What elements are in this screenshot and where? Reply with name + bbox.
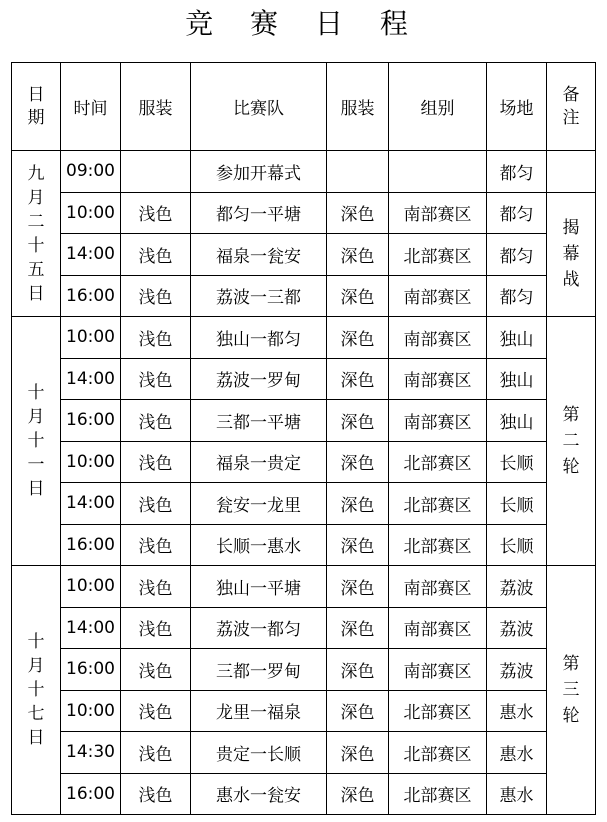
- venue-cell: 惠水: [487, 690, 547, 732]
- time-cell: 10:00: [61, 192, 121, 234]
- group-cell: 南部赛区: [389, 566, 487, 608]
- venue-cell: 独山: [487, 317, 547, 359]
- group-cell: 南部赛区: [389, 275, 487, 317]
- group-cell: 南部赛区: [389, 317, 487, 359]
- group-cell: 南部赛区: [389, 192, 487, 234]
- group-cell: 北部赛区: [389, 524, 487, 566]
- match-cell: 福泉一瓮安: [191, 234, 327, 276]
- table-row: [12, 649, 596, 691]
- match-cell: 三都一平塘: [191, 400, 327, 442]
- table-row: [12, 607, 596, 649]
- schedule-body: [12, 151, 596, 815]
- time-cell: 14:00: [61, 483, 121, 525]
- uniform-home-cell: 浅色: [121, 192, 191, 234]
- match-cell: 惠水一瓮安: [191, 773, 327, 815]
- match-cell: 贵定一长顺: [191, 732, 327, 774]
- time-cell: 16:00: [61, 773, 121, 815]
- time-cell: 16:00: [61, 524, 121, 566]
- table-row: [12, 524, 596, 566]
- match-cell: 参加开幕式: [191, 151, 327, 193]
- time-cell: 14:00: [61, 607, 121, 649]
- venue-cell: 都匀: [487, 192, 547, 234]
- venue-cell: 都匀: [487, 234, 547, 276]
- group-cell: 南部赛区: [389, 358, 487, 400]
- uniform-away-cell: 深色: [327, 690, 389, 732]
- time-cell: 16:00: [61, 275, 121, 317]
- table-row: [12, 234, 596, 276]
- group-cell: 北部赛区: [389, 234, 487, 276]
- time-cell: 10:00: [61, 317, 121, 359]
- uniform-home-cell: 浅色: [121, 275, 191, 317]
- group-cell: 南部赛区: [389, 400, 487, 442]
- venue-cell: 独山: [487, 358, 547, 400]
- match-cell: 荔波一都匀: [191, 607, 327, 649]
- uniform-away-cell: 深色: [327, 607, 389, 649]
- group-cell: 北部赛区: [389, 441, 487, 483]
- header-venue: 场地: [487, 63, 547, 151]
- table-row: [12, 275, 596, 317]
- group-cell: [389, 151, 487, 193]
- table-row: [12, 441, 596, 483]
- uniform-away-cell: 深色: [327, 524, 389, 566]
- header-note: 备注: [547, 63, 596, 151]
- group-cell: 南部赛区: [389, 607, 487, 649]
- uniform-home-cell: 浅色: [121, 566, 191, 608]
- uniform-home-cell: 浅色: [121, 358, 191, 400]
- table-row: [12, 192, 596, 234]
- uniform-away-cell: 深色: [327, 649, 389, 691]
- uniform-away-cell: 深色: [327, 317, 389, 359]
- table-row: [12, 690, 596, 732]
- uniform-home-cell: 浅色: [121, 483, 191, 525]
- match-cell: 都匀一平塘: [191, 192, 327, 234]
- uniform-home-cell: 浅色: [121, 732, 191, 774]
- venue-cell: 都匀: [487, 275, 547, 317]
- group-cell: 北部赛区: [389, 773, 487, 815]
- time-cell: 10:00: [61, 441, 121, 483]
- uniform-away-cell: 深色: [327, 483, 389, 525]
- venue-cell: 长顺: [487, 483, 547, 525]
- uniform-away-cell: 深色: [327, 192, 389, 234]
- note-cell: 第二轮: [547, 317, 596, 566]
- table-row: [12, 400, 596, 442]
- table-row: [12, 151, 596, 193]
- venue-cell: 惠水: [487, 732, 547, 774]
- venue-cell: 长顺: [487, 441, 547, 483]
- venue-cell: 荔波: [487, 607, 547, 649]
- time-cell: 14:30: [61, 732, 121, 774]
- match-cell: 荔波一罗甸: [191, 358, 327, 400]
- uniform-home-cell: 浅色: [121, 690, 191, 732]
- table-row: [12, 773, 596, 815]
- uniform-away-cell: 深色: [327, 275, 389, 317]
- date-cell: 十月十一日: [12, 317, 61, 566]
- match-cell: 瓮安一龙里: [191, 483, 327, 525]
- time-cell: 16:00: [61, 400, 121, 442]
- time-cell: 10:00: [61, 690, 121, 732]
- table-row: [12, 566, 596, 608]
- venue-cell: 荔波: [487, 649, 547, 691]
- table-row: [12, 358, 596, 400]
- schedule-table: [11, 62, 596, 815]
- uniform-away-cell: 深色: [327, 400, 389, 442]
- uniform-away-cell: [327, 151, 389, 193]
- uniform-home-cell: 浅色: [121, 773, 191, 815]
- match-cell: 三都一罗甸: [191, 649, 327, 691]
- venue-cell: 荔波: [487, 566, 547, 608]
- time-cell: 16:00: [61, 649, 121, 691]
- uniform-home-cell: 浅色: [121, 441, 191, 483]
- match-cell: 独山一都匀: [191, 317, 327, 359]
- uniform-away-cell: 深色: [327, 234, 389, 276]
- time-cell: 09:00: [61, 151, 121, 193]
- match-cell: 龙里一福泉: [191, 690, 327, 732]
- match-cell: 荔波一三都: [191, 275, 327, 317]
- uniform-away-cell: 深色: [327, 566, 389, 608]
- uniform-home-cell: 浅色: [121, 607, 191, 649]
- group-cell: 北部赛区: [389, 732, 487, 774]
- table-row: [12, 317, 596, 359]
- uniform-away-cell: 深色: [327, 773, 389, 815]
- uniform-away-cell: 深色: [327, 732, 389, 774]
- venue-cell: 都匀: [487, 151, 547, 193]
- venue-cell: 惠水: [487, 773, 547, 815]
- header-group: 组别: [389, 63, 487, 151]
- time-cell: 14:00: [61, 358, 121, 400]
- date-cell: 九月二十五日: [12, 151, 61, 317]
- date-cell: 十月十七日: [12, 566, 61, 815]
- header-match: 比赛队: [191, 63, 327, 151]
- uniform-away-cell: 深色: [327, 441, 389, 483]
- match-cell: 福泉一贵定: [191, 441, 327, 483]
- header-row: [12, 63, 596, 151]
- table-row: [12, 732, 596, 774]
- uniform-away-cell: 深色: [327, 358, 389, 400]
- page-title: 竞 赛 日 程: [185, 7, 422, 40]
- uniform-home-cell: 浅色: [121, 400, 191, 442]
- uniform-home-cell: 浅色: [121, 317, 191, 359]
- group-cell: 南部赛区: [389, 649, 487, 691]
- venue-cell: 独山: [487, 400, 547, 442]
- note-cell-empty: [547, 151, 596, 193]
- header-date: 日期: [12, 63, 61, 151]
- match-cell: 长顺一惠水: [191, 524, 327, 566]
- header-uniform-away: 服装: [327, 63, 389, 151]
- header-uniform-home: 服装: [121, 63, 191, 151]
- group-cell: 北部赛区: [389, 483, 487, 525]
- note-cell: 揭幕战: [547, 192, 596, 317]
- header-time: 时间: [61, 63, 121, 151]
- time-cell: 10:00: [61, 566, 121, 608]
- match-cell: 独山一平塘: [191, 566, 327, 608]
- venue-cell: 长顺: [487, 524, 547, 566]
- group-cell: 北部赛区: [389, 690, 487, 732]
- uniform-home-cell: [121, 151, 191, 193]
- time-cell: 14:00: [61, 234, 121, 276]
- table-row: [12, 483, 596, 525]
- note-cell: 第三轮: [547, 566, 596, 815]
- uniform-home-cell: 浅色: [121, 234, 191, 276]
- uniform-home-cell: 浅色: [121, 524, 191, 566]
- uniform-home-cell: 浅色: [121, 649, 191, 691]
